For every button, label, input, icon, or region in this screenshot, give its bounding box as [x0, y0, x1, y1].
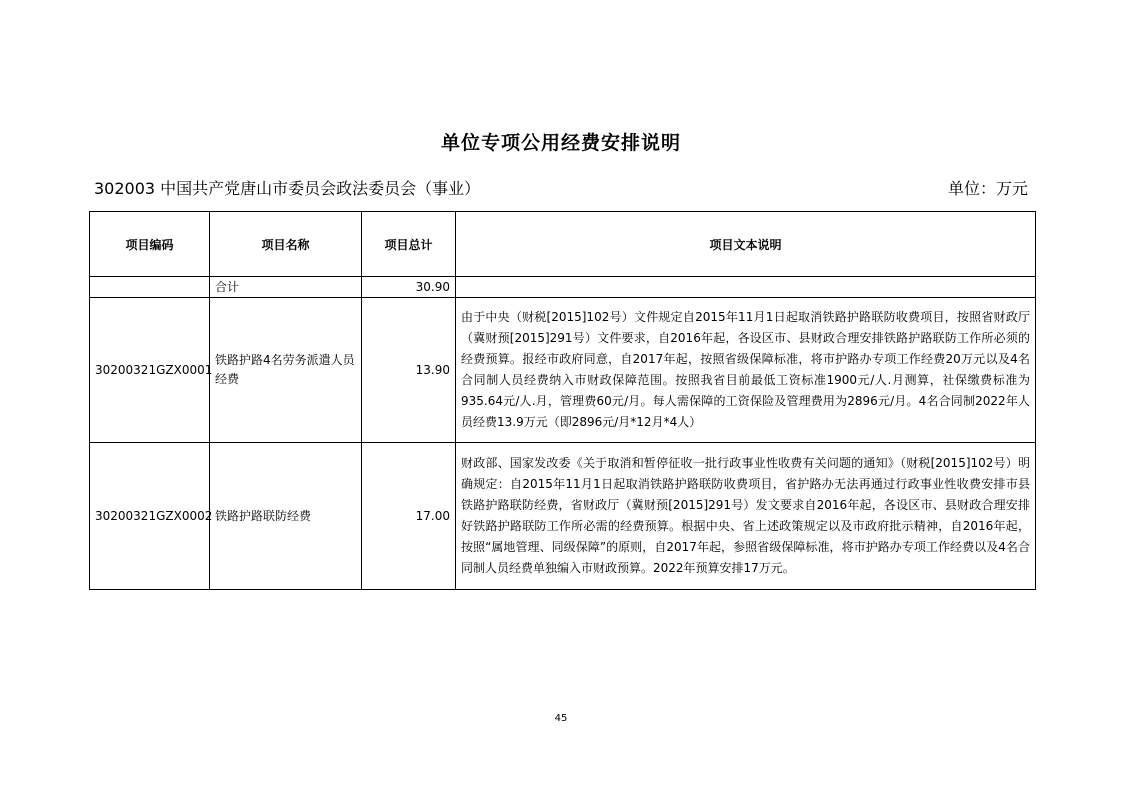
row-desc: 财政部、国家发改委《关于取消和暂停征收一批行政事业性收费有关问题的通知》（财税[2015]102号）明确规定：自2015年11月1日起取消铁路护路联防收费项目，省护路办无法再通过行政事业性收费安排市县铁路护路联防经费，省财政厅（冀财预[2015]291号）发文要求自2016年起，各设区市、县财政合理安排好铁路护路联防工作所必需的经费预算。根据中央、省上述政策规定以及市政府批示精神，自2016年起，按照“属地管理、同级保障”的原则，自2017年起，参照省级保障标准，将市护路办专项工作经费以及4名合同制人员经费单独编入市财政预算。2022年预算安排17万元。 — [456, 443, 1036, 590]
header-code: 项目编码 — [90, 212, 210, 277]
unit-label: 单位：万元 — [947, 179, 1028, 198]
total-desc — [456, 277, 1036, 298]
total-value: 30.90 — [362, 277, 456, 298]
row-desc: 由于中央（财税[2015]102号）文件规定自2015年11月1日起取消铁路护路联防收费项目，按照省财政厅（冀财预[2015]291号）文件要求，自2016年起，各设区市、县财政合理安排铁路护路联防工作所必须的经费预算。报经市政府同意，自2017年起，按照省级保障标准，将市护路办专项工作经费20万元以及4名合同制人员经费纳入市财政保障范围。按照我省目前最低工资标准1900元/人.月测算，社保缴费标准为935.64元/人.月，管理费60元/月。每人需保障的工资保险及管理费用为2896元/月。4名合同制2022年人员经费13.9万元（即2896元/月*12月*4人） — [456, 298, 1036, 443]
header-name: 项目名称 — [210, 212, 362, 277]
row-name: 铁路护路4名劳务派遣人员经费 — [210, 298, 362, 443]
project-table — [89, 211, 1036, 590]
row-code: 30200321GZX0001 — [90, 298, 210, 443]
row-code: 30200321GZX0002 — [90, 443, 210, 590]
total-code — [90, 277, 210, 298]
organization-name: 302003 中国共产党唐山市委员会政法委员会（事业） — [94, 179, 481, 198]
total-name: 合计 — [210, 277, 362, 298]
table-row — [90, 443, 1036, 590]
row-total: 13.90 — [362, 298, 456, 443]
page-number: 45 — [554, 713, 568, 724]
total-row — [90, 277, 1036, 298]
header-desc: 项目文本说明 — [456, 212, 1036, 277]
row-name: 铁路护路联防经费 — [210, 443, 362, 590]
header-total: 项目总计 — [362, 212, 456, 277]
table-row — [90, 298, 1036, 443]
table-header-row — [90, 212, 1036, 277]
page-title: 单位专项公用经费安排说明 — [440, 132, 681, 154]
row-total: 17.00 — [362, 443, 456, 590]
